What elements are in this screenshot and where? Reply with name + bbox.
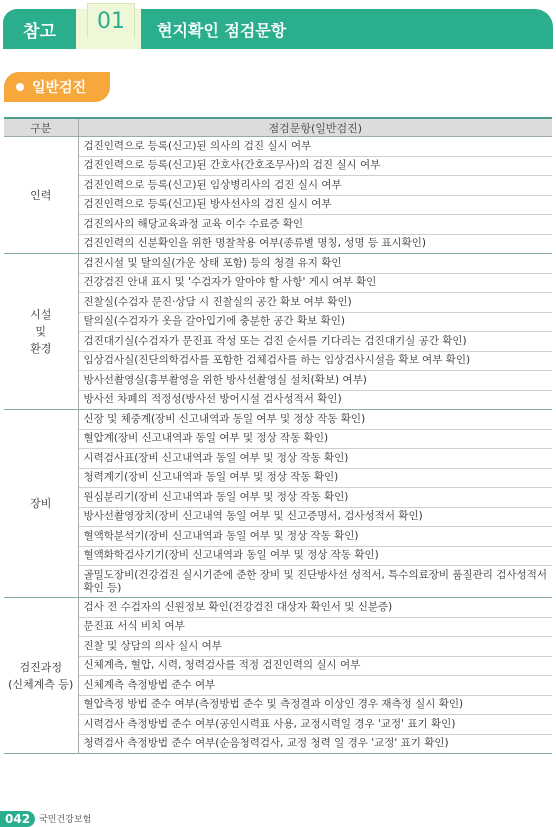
check-item-cell: 혈압측정 방법 준수 여부(측정방법 준수 및 측정결과 이상인 경우 재측정 실시 확인): [78, 695, 552, 715]
check-item-cell: 진찰 및 상담의 의사 실시 여부: [78, 637, 552, 657]
table-row: [4, 195, 552, 215]
check-item-cell: 진찰실(수검자 문진·상담 시 진찰실의 공간 확보 여부 확인): [78, 293, 552, 313]
table-row: [4, 546, 552, 566]
check-item-cell: 검진의사의 해당교육과정 교육 이수 수료증 확인: [78, 215, 552, 235]
check-item-cell: 검진인력으로 등록(신고)된 간호사(간호조무사)의 검진 실시 여부: [78, 156, 552, 176]
table-row: [4, 273, 552, 293]
table-row: [4, 234, 552, 254]
column-header-category: 구분: [4, 118, 78, 137]
table-row: [4, 371, 552, 391]
table-row: [4, 215, 552, 235]
table-row: [4, 137, 552, 157]
table-row: [4, 429, 552, 449]
check-item-cell: 검사 전 수검자의 신원정보 확인(건강검진 대상자 확인서 및 신분증): [78, 598, 552, 618]
table-row: [4, 715, 552, 735]
check-item-cell: 검진대기실(수검자가 문진표 작성 또는 검진 순서를 기다리는 검진대기실 공간 확인): [78, 332, 552, 352]
page-header: [3, 3, 553, 51]
reference-label: 참고: [3, 9, 76, 49]
table-row: [4, 351, 552, 371]
table-row: [4, 332, 552, 352]
table-row: [4, 156, 552, 176]
check-item-cell: 검진인력으로 등록(신고)된 의사의 검진 실시 여부: [78, 137, 552, 157]
checklist-table: [4, 117, 552, 754]
column-header-item: 점검문항(일반검진): [78, 118, 552, 137]
table-row: [4, 617, 552, 637]
table-row: [4, 598, 552, 618]
check-item-cell: 탈의실(수검자가 옷을 갈아입기에 충분한 공간 확보 확인): [78, 312, 552, 332]
publisher-name: 국민건강보험: [39, 815, 92, 825]
check-item-cell: 혈액학분석기(장비 신고내역과 동일 여부 및 정상 작동 확인): [78, 527, 552, 547]
check-item-cell: 방사선 차폐의 적정성(방사선 방어시설 검사성적서 확인): [78, 390, 552, 410]
check-item-cell: 청력검사 측정방법 준수 여부(순음청력검사, 교정 청력 일 경우 '교정' 표기 확인): [78, 734, 552, 754]
check-item-cell: 방사선촬영장치(장비 신고내역 동일 여부 및 신고증명서, 검사성적서 확인): [78, 507, 552, 527]
table-row: [4, 254, 552, 274]
check-item-cell: 방사선촬영실(흉부촬영을 위한 방사선촬영실 설치(확보) 여부): [78, 371, 552, 391]
check-item-cell: 검진시설 및 탈의실(가운 상태 포함) 등의 청결 유지 확인: [78, 254, 552, 274]
table-row: [4, 488, 552, 508]
section-number: 01: [87, 3, 135, 38]
table-row: [4, 507, 552, 527]
check-item-cell: 임상검사실(진단의학검사를 포함한 검체검사를 하는 임상검사시설을 확보 여부 확인): [78, 351, 552, 371]
category-cell: 검진과정 (신체계측 등): [4, 598, 78, 754]
page-number: 042: [0, 811, 35, 827]
table-row: [4, 734, 552, 754]
table-header-row: [4, 118, 552, 137]
check-item-cell: 시력검사표(장비 신고내역과 동일 여부 및 정상 작동 확인): [78, 449, 552, 469]
table-row: [4, 527, 552, 547]
table-row: [4, 312, 552, 332]
page-footer: [0, 810, 91, 827]
check-item-cell: 검진인력의 신분확인을 위한 명찰착용 여부(종류별 명칭, 성명 등 표시확인): [78, 234, 552, 254]
table-row: [4, 293, 552, 313]
table-row: [4, 676, 552, 696]
page-title: 현지확인 점검문항: [141, 9, 553, 49]
check-item-cell: 시력검사 측정방법 준수 여부(공인시력표 사용, 교정시력일 경우 '교정' 표기 확인): [78, 715, 552, 735]
check-item-cell: 문진표 서식 비치 여부: [78, 617, 552, 637]
category-cell: 장비: [4, 410, 78, 598]
table-row: [4, 449, 552, 469]
check-item-cell: 혈액화학검사기기(장비 신고내역과 동일 여부 및 정상 작동 확인): [78, 546, 552, 566]
table-row: [4, 468, 552, 488]
category-cell: 시설 및 환경: [4, 254, 78, 410]
check-item-cell: 청력계기(장비 신고내역과 동일 여부 및 정상 작동 확인): [78, 468, 552, 488]
check-item-cell: 원심분리기(장비 신고내역과 동일 여부 및 정상 작동 확인): [78, 488, 552, 508]
table-row: [4, 566, 552, 598]
bullet-icon: [16, 83, 24, 91]
table-row: [4, 390, 552, 410]
table-row: [4, 410, 552, 430]
section-heading: [4, 72, 110, 102]
section-label: 일반검진: [32, 80, 87, 96]
table-row: [4, 695, 552, 715]
check-item-cell: 신체계측, 혈압, 시력, 청력검사를 적정 검진인력의 실시 여부: [78, 656, 552, 676]
check-item-cell: 골밀도장비(건강검진 실시기준에 준한 장비 및 진단방사선 성적서, 특수의료장비 품질관리 검사성적서 확인 등): [78, 566, 552, 598]
check-item-cell: 혈압계(장비 신고내역과 동일 여부 및 정상 작동 확인): [78, 429, 552, 449]
table-row: [4, 656, 552, 676]
table-body: [4, 137, 552, 754]
category-cell: 인력: [4, 137, 78, 254]
table-row: [4, 176, 552, 196]
check-item-cell: 건강검진 안내 표시 및 '수검자가 알아야 할 사항' 게시 여부 확인: [78, 273, 552, 293]
table-row: [4, 637, 552, 657]
check-item-cell: 검진인력으로 등록(신고)된 방사선사의 검진 실시 여부: [78, 195, 552, 215]
check-item-cell: 검진인력으로 등록(신고)된 임상병리사의 검진 실시 여부: [78, 176, 552, 196]
check-item-cell: 신장 및 체중계(장비 신고내역과 동일 여부 및 정상 작동 확인): [78, 410, 552, 430]
check-item-cell: 신체계측 측정방법 준수 여부: [78, 676, 552, 696]
